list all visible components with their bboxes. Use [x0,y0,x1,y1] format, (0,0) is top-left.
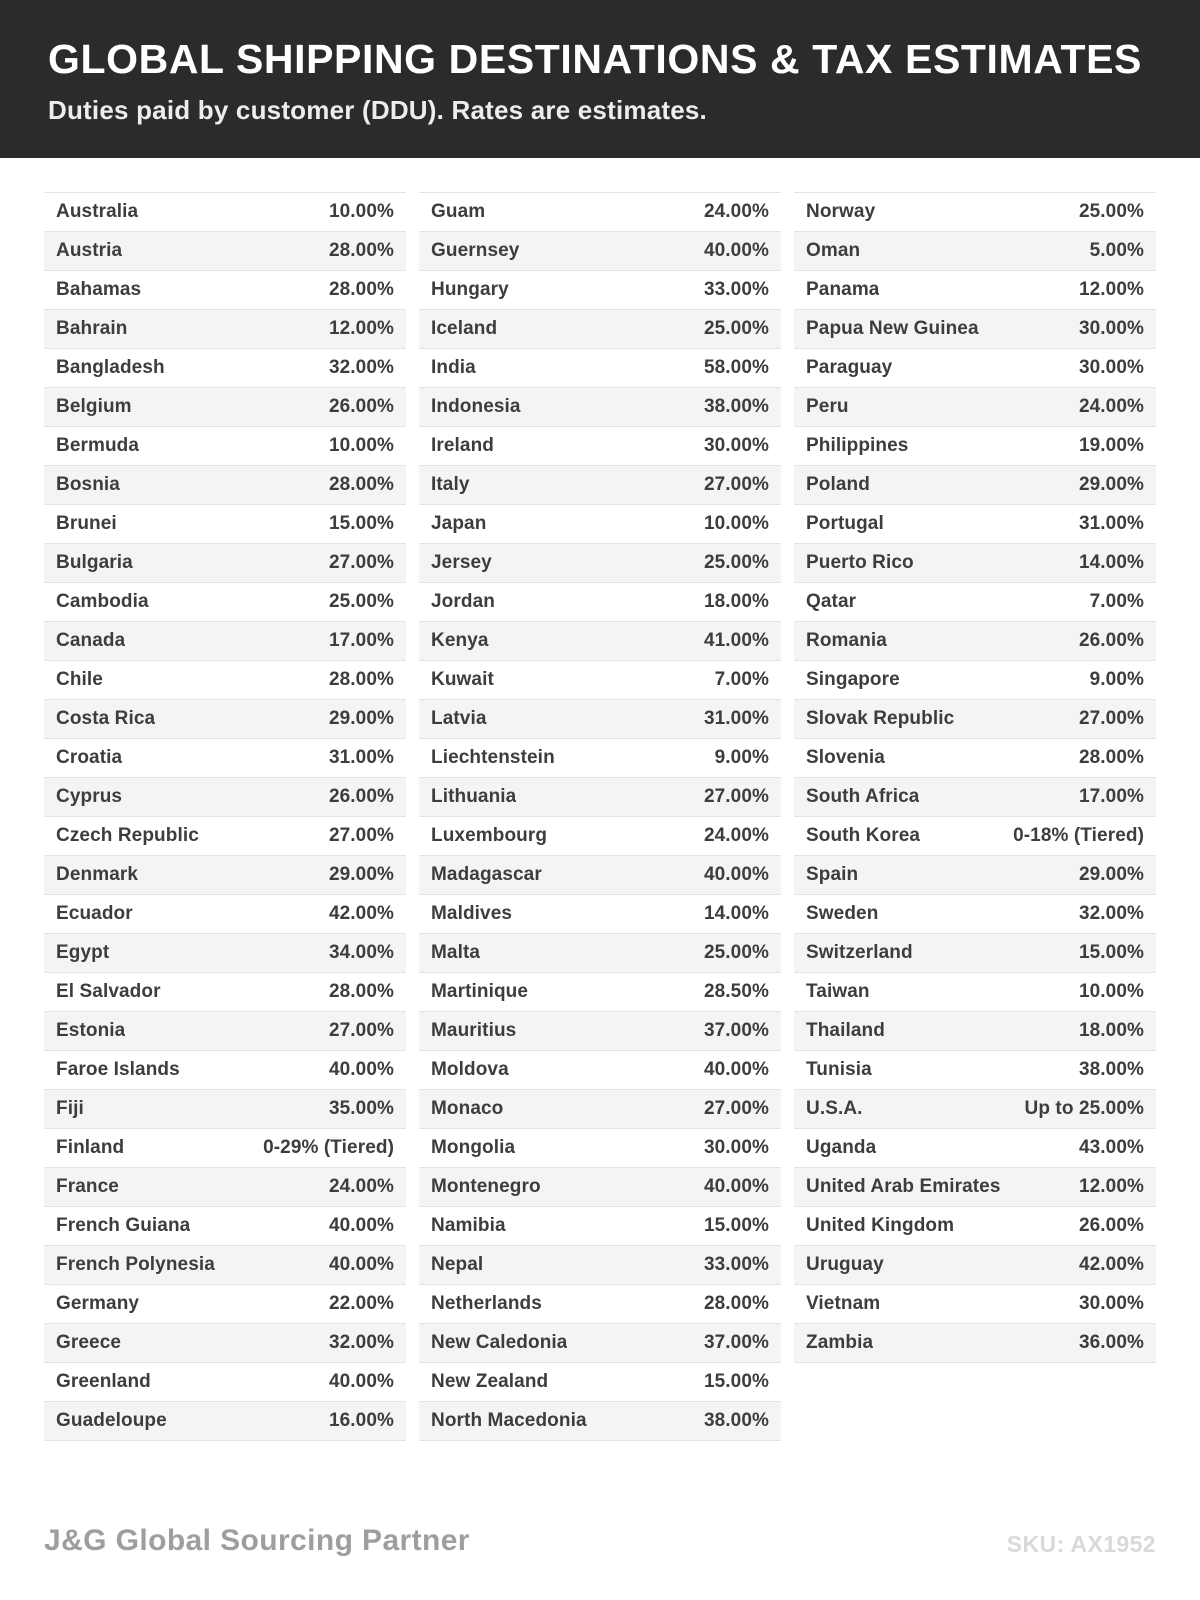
country-name: Netherlands [431,1293,542,1314]
rate-value: 27.00% [328,825,394,846]
table-row [794,661,1156,700]
table-row [44,466,406,505]
rate-value: 28.00% [328,240,394,261]
table-row [419,661,781,700]
table-row [44,505,406,544]
country-name: Tunisia [806,1059,872,1080]
country-name: Sweden [806,903,879,924]
rate-value: 40.00% [328,1254,394,1275]
rate-value: 25.00% [1078,201,1144,222]
table-row [419,856,781,895]
rate-value: 26.00% [328,396,394,417]
rate-value: 27.00% [703,474,769,495]
rate-value: 36.00% [1078,1332,1144,1353]
country-name: French Polynesia [56,1254,215,1275]
table-row [44,349,406,388]
country-name: Ecuador [56,903,133,924]
table-row [419,817,781,856]
table-row [44,778,406,817]
rate-value: 31.00% [328,747,394,768]
table-row [794,310,1156,349]
table-row [44,1090,406,1129]
table-row [419,1207,781,1246]
table-row [44,661,406,700]
rate-value: 32.00% [328,1332,394,1353]
table-row [794,349,1156,388]
rate-value: 25.00% [703,318,769,339]
rate-value: 24.00% [328,1176,394,1197]
brand-name: J&G Global Sourcing Partner [44,1524,470,1557]
country-name: Thailand [806,1020,885,1041]
country-name: Panama [806,279,880,300]
table-row [44,1051,406,1090]
rate-value: 10.00% [328,435,394,456]
country-name: Jordan [431,591,495,612]
rate-value: 18.00% [1078,1020,1144,1041]
table-row [794,1207,1156,1246]
table-row [794,544,1156,583]
country-name: Ireland [431,435,494,456]
country-name: French Guiana [56,1215,191,1236]
rate-value: 43.00% [1078,1137,1144,1158]
table-row [794,193,1156,232]
country-name: Guernsey [431,240,520,261]
table-row [419,934,781,973]
rate-value: 12.00% [328,318,394,339]
country-name: Oman [806,240,861,261]
country-name: Montenegro [431,1176,541,1197]
rate-value: 28.00% [328,279,394,300]
rate-value: 10.00% [703,513,769,534]
table-row [419,1012,781,1051]
table-row [419,895,781,934]
country-name: Indonesia [431,396,521,417]
rates-column-2 [419,192,781,1441]
country-name: Japan [431,513,487,534]
country-name: Slovak Republic [806,708,955,729]
rate-value: 30.00% [1078,357,1144,378]
rate-value: 7.00% [714,669,769,690]
rates-table [44,192,1156,1441]
table-row [419,1285,781,1324]
rate-value: 32.00% [328,357,394,378]
table-row [44,1246,406,1285]
rate-value: 15.00% [328,513,394,534]
table-row [419,1363,781,1402]
country-name: South Korea [806,825,921,846]
country-name: Singapore [806,669,900,690]
table-row [44,622,406,661]
country-name: Finland [56,1137,125,1158]
table-row [44,583,406,622]
table-row [44,1168,406,1207]
table-row [794,973,1156,1012]
rate-value: 40.00% [328,1371,394,1392]
table-row [794,934,1156,973]
country-name: Austria [56,240,123,261]
table-row [44,1363,406,1402]
table-row [419,505,781,544]
table-row [44,895,406,934]
table-row [44,1402,406,1441]
rate-value: 30.00% [1078,318,1144,339]
country-name: Latvia [431,708,487,729]
country-name: North Macedonia [431,1410,587,1431]
table-row [44,544,406,583]
country-name: Romania [806,630,887,651]
table-row [794,622,1156,661]
table-row [44,700,406,739]
rate-value: 40.00% [703,1059,769,1080]
table-row [794,856,1156,895]
country-name: Chile [56,669,103,690]
table-row [794,388,1156,427]
country-name: Papua New Guinea [806,318,979,339]
table-row [794,778,1156,817]
table-row [419,1324,781,1363]
rate-value: 30.00% [703,1137,769,1158]
rate-value: 38.00% [703,1410,769,1431]
rate-value: 5.00% [1089,240,1144,261]
table-row [419,1051,781,1090]
rate-value: 24.00% [703,825,769,846]
table-row [419,1246,781,1285]
rate-value: 33.00% [703,1254,769,1275]
table-row [419,1129,781,1168]
rate-value: 26.00% [1078,630,1144,651]
country-name: Portugal [806,513,884,534]
country-name: Greece [56,1332,122,1353]
rate-value: 10.00% [328,201,394,222]
rate-value: 25.00% [703,552,769,573]
rate-value: 29.00% [1078,864,1144,885]
table-row [44,1285,406,1324]
country-name: Faroe Islands [56,1059,180,1080]
country-name: Belgium [56,396,132,417]
table-row [419,1402,781,1441]
rate-value: 28.50% [703,981,769,1002]
country-name: India [431,357,476,378]
table-row [794,817,1156,856]
rate-value: 37.00% [703,1020,769,1041]
rate-value: 29.00% [328,864,394,885]
rate-value: 7.00% [1089,591,1144,612]
table-row [44,1012,406,1051]
rate-value: 26.00% [328,786,394,807]
table-row [794,271,1156,310]
table-row [794,1012,1156,1051]
table-row [794,232,1156,271]
table-row [419,427,781,466]
country-name: Jersey [431,552,492,573]
rate-value: 31.00% [1078,513,1144,534]
rate-value: 33.00% [703,279,769,300]
rate-value: 10.00% [1078,981,1144,1002]
rate-value: 26.00% [1078,1215,1144,1236]
page-footer [44,1524,1156,1558]
country-name: Nepal [431,1254,484,1275]
rate-value: 14.00% [703,903,769,924]
country-name: Cambodia [56,591,149,612]
country-name: Fiji [56,1098,84,1119]
country-name: Puerto Rico [806,552,914,573]
rate-value: 34.00% [328,942,394,963]
country-name: Peru [806,396,849,417]
country-name: Bosnia [56,474,120,495]
country-name: Hungary [431,279,509,300]
rate-value: 38.00% [1078,1059,1144,1080]
table-row [794,1168,1156,1207]
rate-value: 22.00% [328,1293,394,1314]
table-row [44,1129,406,1168]
country-name: Uruguay [806,1254,884,1275]
rate-value: 28.00% [328,669,394,690]
table-row [794,1285,1156,1324]
page-subtitle: Duties paid by customer (DDU). Rates are estimates. [48,95,707,125]
table-row [794,1051,1156,1090]
table-row [44,1324,406,1363]
table-row [419,622,781,661]
table-row [419,973,781,1012]
table-row [44,232,406,271]
rate-value: 28.00% [328,474,394,495]
table-row [44,271,406,310]
rate-value: 29.00% [328,708,394,729]
table-row [44,739,406,778]
table-row [419,778,781,817]
table-row [419,388,781,427]
rate-value: 28.00% [1078,747,1144,768]
page-title: GLOBAL SHIPPING DESTINATIONS & TAX ESTIMATES [48,36,1142,82]
country-name: El Salvador [56,981,161,1002]
rate-value: 24.00% [703,201,769,222]
rate-value: 42.00% [1078,1254,1144,1275]
country-name: Luxembourg [431,825,548,846]
country-name: Mongolia [431,1137,516,1158]
country-name: Kenya [431,630,489,651]
rate-value: 9.00% [714,747,769,768]
country-name: Norway [806,201,876,222]
rate-value: 15.00% [703,1371,769,1392]
table-row [44,934,406,973]
country-name: Egypt [56,942,110,963]
country-name: France [56,1176,119,1197]
rate-value: 30.00% [1078,1293,1144,1314]
country-name: Mauritius [431,1020,517,1041]
country-name: United Kingdom [806,1215,955,1236]
country-name: Malta [431,942,481,963]
sku-label: SKU: AX1952 [1006,1531,1156,1557]
rate-value: 40.00% [703,864,769,885]
country-name: Italy [431,474,470,495]
rate-value: 17.00% [328,630,394,651]
country-name: Bahrain [56,318,128,339]
country-name: Iceland [431,318,498,339]
country-name: Slovenia [806,747,885,768]
rate-value: 12.00% [1078,1176,1144,1197]
table-row [44,1207,406,1246]
rate-value: 17.00% [1078,786,1144,807]
rate-value: 19.00% [1078,435,1144,456]
country-name: New Zealand [431,1371,549,1392]
country-name: Martinique [431,981,529,1002]
country-name: U.S.A. [806,1098,863,1119]
country-name: Brunei [56,513,117,534]
table-row [794,700,1156,739]
rate-value: 27.00% [328,1020,394,1041]
country-name: Switzerland [806,942,913,963]
table-row [419,271,781,310]
country-name: Kuwait [431,669,494,690]
rate-value: 40.00% [703,1176,769,1197]
rate-value: 37.00% [703,1332,769,1353]
table-row [44,973,406,1012]
rate-value: 0-29% (Tiered) [263,1137,394,1158]
rate-value: 27.00% [328,552,394,573]
country-name: Greenland [56,1371,151,1392]
rate-value: 12.00% [1078,279,1144,300]
country-name: Estonia [56,1020,126,1041]
country-name: Qatar [806,591,857,612]
table-row [419,466,781,505]
country-name: Namibia [431,1215,506,1236]
country-name: Guam [431,201,486,222]
rate-value: 27.00% [703,786,769,807]
country-name: Bangladesh [56,357,165,378]
country-name: Monaco [431,1098,504,1119]
rate-value: 29.00% [1078,474,1144,495]
country-name: South Africa [806,786,920,807]
rate-value: 35.00% [328,1098,394,1119]
rate-value: 28.00% [328,981,394,1002]
country-name: Bulgaria [56,552,133,573]
table-row [419,700,781,739]
rate-value: 15.00% [1078,942,1144,963]
country-name: Maldives [431,903,513,924]
table-row [794,505,1156,544]
country-name: Paraguay [806,357,893,378]
country-name: Guadeloupe [56,1410,167,1431]
table-row [419,1168,781,1207]
table-row [419,193,781,232]
country-name: Spain [806,864,859,885]
table-row [44,427,406,466]
country-name: Canada [56,630,126,651]
rate-value: 42.00% [328,903,394,924]
country-name: Denmark [56,864,139,885]
rate-value: 27.00% [703,1098,769,1119]
table-row [794,1246,1156,1285]
rate-value: 24.00% [1078,396,1144,417]
country-name: Moldova [431,1059,509,1080]
country-name: Bahamas [56,279,142,300]
country-name: Poland [806,474,870,495]
country-name: Philippines [806,435,909,456]
rates-column-1 [44,192,406,1441]
country-name: Vietnam [806,1293,881,1314]
table-row [794,739,1156,778]
rate-value: 40.00% [703,240,769,261]
table-row [419,544,781,583]
table-row [419,232,781,271]
country-name: Costa Rica [56,708,156,729]
rate-value: 9.00% [1089,669,1144,690]
rate-value: 28.00% [703,1293,769,1314]
table-row [419,310,781,349]
table-row [794,1090,1156,1129]
country-name: Liechtenstein [431,747,555,768]
country-name: United Arab Emirates [806,1176,1001,1197]
rate-value: 38.00% [703,396,769,417]
table-row [44,310,406,349]
country-name: Germany [56,1293,140,1314]
table-row [44,856,406,895]
country-name: Czech Republic [56,825,199,846]
country-name: Cyprus [56,786,123,807]
country-name: Uganda [806,1137,877,1158]
rate-value: 32.00% [1078,903,1144,924]
table-row [419,349,781,388]
country-name: Lithuania [431,786,517,807]
country-name: Bermuda [56,435,140,456]
rates-column-3 [794,192,1156,1363]
table-row [419,1090,781,1129]
country-name: Taiwan [806,981,870,1002]
rate-value: Up to 25.00% [1024,1098,1144,1119]
table-row [794,895,1156,934]
rate-value: 40.00% [328,1215,394,1236]
country-name: Croatia [56,747,123,768]
rate-value: 27.00% [1078,708,1144,729]
rate-value: 25.00% [703,942,769,963]
table-row [44,388,406,427]
table-row [794,466,1156,505]
rate-value: 31.00% [703,708,769,729]
table-row [794,1129,1156,1168]
table-row [794,1324,1156,1363]
page-header [0,0,1200,158]
rate-value: 16.00% [328,1410,394,1431]
country-name: Zambia [806,1332,874,1353]
rate-value: 40.00% [328,1059,394,1080]
country-name: Australia [56,201,139,222]
rate-value: 0-18% (Tiered) [1013,825,1144,846]
table-row [794,427,1156,466]
table-row [44,193,406,232]
rate-value: 30.00% [703,435,769,456]
table-row [44,817,406,856]
country-name: New Caledonia [431,1332,568,1353]
rate-value: 14.00% [1078,552,1144,573]
rate-value: 25.00% [328,591,394,612]
table-row [419,739,781,778]
rate-value: 15.00% [703,1215,769,1236]
rate-value: 58.00% [703,357,769,378]
table-row [419,583,781,622]
rate-value: 41.00% [703,630,769,651]
rate-value: 18.00% [703,591,769,612]
country-name: Madagascar [431,864,542,885]
table-row [794,583,1156,622]
